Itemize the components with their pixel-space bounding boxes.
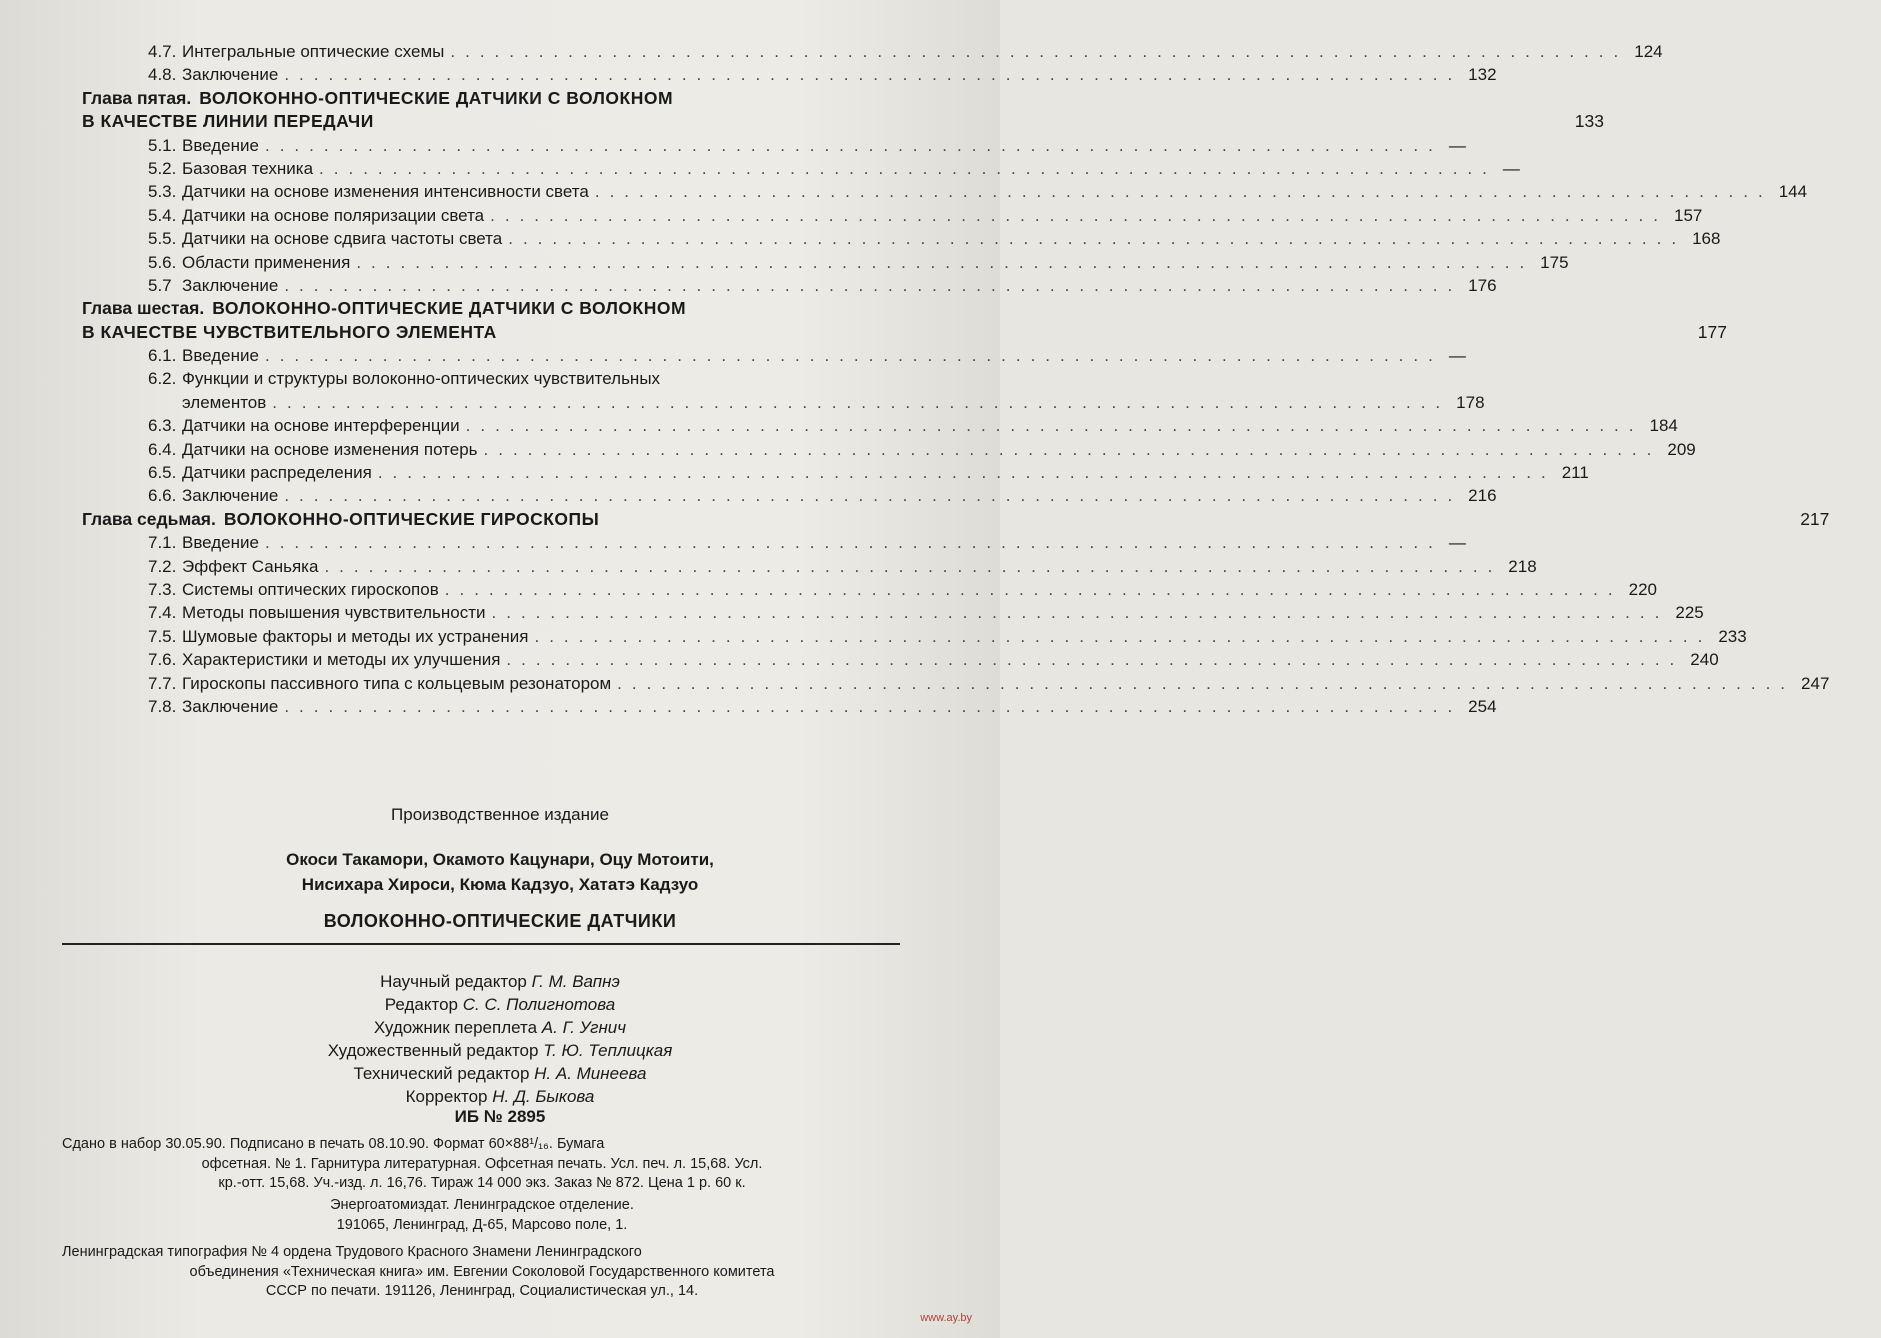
toc-entry-title (148, 484, 278, 507)
chapter-title: ВОЛОКОННО-ОПТИЧЕСКИЕ ДАТЧИКИ С ВОЛОКНОМ (212, 298, 687, 319)
toc-entry-number: 7.6. (148, 650, 177, 670)
toc-entry-title (148, 648, 500, 671)
leader-dots: ................................................................................ (491, 603, 1670, 623)
toc-page-number: 209 (1667, 439, 1696, 459)
toc-entry-number: 7.1. (148, 533, 177, 553)
toc-entry-text: Датчики на основе изменения интенсивности света (182, 182, 589, 202)
toc-entry-title (148, 204, 484, 227)
editor-name: Т. Ю. Теплицкая (543, 1041, 673, 1060)
toc-entry-title (148, 227, 502, 250)
toc-entry-text: Гироскопы пассивного типа с кольцевым резонатором (182, 673, 612, 693)
toc-entry-text: Интегральные оптические схемы (182, 42, 445, 61)
ib-number: ИБ № 2895 (454, 1107, 546, 1126)
toc-entry-text: Шумовые факторы и методы их устранения (182, 626, 529, 646)
authors-line: Окоси Такамори, Окамото Кацунари, Оцу Мотоити, (286, 850, 714, 869)
toc-entry (82, 601, 1704, 624)
toc-entry-text: Введение (182, 135, 259, 155)
editors-list (0, 970, 1000, 1108)
toc-entry (82, 321, 1727, 344)
toc-entry (82, 695, 1497, 718)
toc-page-number: — (1448, 533, 1466, 553)
toc-entry-number: 6.4. (148, 439, 177, 459)
toc-entry-text: Датчики на основе сдвига частоты света (182, 229, 503, 249)
leader-dots: ................................................................................ (508, 229, 1687, 249)
editor-role: Художник переплета (373, 1018, 538, 1037)
typography-line: Ленинградская типография № 4 ордена Трудового Красного Знамени Ленинградского (62, 1244, 642, 1260)
toc-entry-text: Датчики на основе изменения потерь (182, 439, 478, 459)
toc-entry (82, 297, 882, 320)
leader-dots: ................................................................................ (284, 696, 1463, 716)
toc-entry (82, 508, 1830, 531)
editor-line (0, 1085, 1000, 1108)
editor-role: Художественный редактор (327, 1041, 539, 1060)
toc-entry (82, 251, 1569, 274)
toc-entry-title (82, 297, 686, 320)
toc-entry-title (82, 321, 497, 344)
publisher-line: Энергоатомиздат. Ленинградское отделение. (330, 1197, 634, 1213)
toc-entry (82, 648, 1719, 671)
toc-page-number: 124 (1634, 42, 1663, 61)
toc-entry-title (148, 157, 313, 180)
toc-entry-title (148, 695, 278, 718)
toc-entry-text: Характеристики и методы их улучшения (182, 650, 501, 670)
toc-entry-number: 5.6. (148, 252, 177, 272)
leader-dots: ................................................................................ (284, 486, 1463, 506)
toc-entry (82, 367, 882, 390)
toc-entry-text: Базовая техника (182, 158, 314, 178)
toc-entry (82, 87, 882, 110)
toc-entry-title (148, 63, 278, 86)
toc-entry-number: 5.7 (148, 275, 172, 295)
toc-entry (82, 180, 1808, 203)
toc-entry-title (148, 40, 444, 63)
toc-entry (82, 157, 1520, 180)
toc-entry-number: 4.7. (148, 42, 177, 61)
toc-entry-text: Датчики на основе поляризации света (182, 205, 485, 225)
leader-dots: ................................................................................ (444, 579, 1623, 599)
toc-entry-title (148, 251, 350, 274)
toc-entry-title (148, 414, 460, 437)
toc-page-number: 168 (1692, 229, 1721, 249)
toc-entry-text: Датчики распределения (182, 463, 372, 483)
watermark: www.ay.by (920, 1312, 972, 1324)
toc-entry-title (148, 438, 478, 461)
toc-entry-text: Заключение (182, 275, 279, 295)
toc-entry-number: 4.8. (148, 65, 177, 85)
toc-entry-text: Методы повышения чувствительности (182, 603, 486, 623)
toc-entry-text: Введение (182, 346, 259, 366)
toc-entry-title (148, 391, 266, 414)
leader-dots: ................................................................................ (319, 158, 1497, 178)
leader-dots: ................................................................................ (594, 182, 1773, 202)
toc-page-number: 178 (1456, 392, 1485, 412)
toc-page-number: 175 (1540, 252, 1569, 272)
toc-entry-number: 7.2. (148, 556, 177, 576)
authors (0, 847, 1000, 897)
leader-dots: ................................................................................ (534, 626, 1713, 646)
toc-entry-title (148, 531, 259, 554)
leader-dots: ................................................................................ (356, 252, 1535, 272)
leader-dots: ................................................................................ (264, 533, 1443, 553)
imprint-block (0, 805, 1000, 932)
toc-entry (82, 625, 1747, 648)
toc-page-number: 247 (1801, 673, 1830, 693)
chapter-title: В КАЧЕСТВЕ ЛИНИИ ПЕРЕДАЧИ (82, 111, 374, 132)
toc-page-number: 176 (1468, 275, 1497, 295)
toc-entry-number: 6.1. (148, 346, 177, 366)
leader-dots: ................................................................................ (483, 439, 1662, 459)
toc-page-number: 225 (1675, 603, 1704, 623)
toc-entry (82, 134, 1466, 157)
toc-entry-number: 5.2. (148, 158, 177, 178)
editor-name: А. Г. Угнич (541, 1018, 627, 1037)
toc-entry-title (82, 508, 599, 531)
toc-entry-text: Введение (182, 533, 259, 553)
toc-page-number: 132 (1468, 65, 1497, 85)
toc-entry-title (148, 625, 528, 648)
authors-line: Нисихара Хироси, Кюма Кадзуо, Хататэ Кадзуо (301, 875, 699, 894)
toc-entry-number: 7.7. (148, 673, 177, 693)
toc-page-number: 184 (1649, 416, 1678, 436)
typography-info (62, 1243, 902, 1302)
editor-line (0, 970, 1000, 993)
chapter-prefix: Глава седьмая. (82, 508, 216, 529)
toc-page-number: 220 (1628, 579, 1657, 599)
leader-dots: ................................................................................ (272, 392, 1451, 412)
toc-entry-number: 7.8. (148, 696, 177, 716)
typography-line: объединения «Техническая книга» им. Евгении Соколовой Государственного комитета (189, 1263, 775, 1280)
toc-entry (82, 414, 1678, 437)
editor-role: Корректор (405, 1087, 488, 1106)
toc-entry-title (148, 180, 589, 203)
editor-line (0, 993, 1000, 1016)
chapter-prefix: Глава шестая. (82, 298, 205, 319)
toc-entry-number: 6.5. (148, 463, 177, 483)
printing-line: офсетная. № 1. Гарнитура литературная. Офсетная печать. Усл. печ. л. 15,68. Усл. (201, 1155, 763, 1172)
toc-page-number: 133 (1574, 111, 1604, 132)
toc-entry-title (82, 87, 673, 110)
toc-entry-number: 5.3. (148, 182, 177, 202)
toc-entry (82, 555, 1537, 578)
chapter-title: ВОЛОКОННО-ОПТИЧЕСКИЕ ДАТЧИКИ С ВОЛОКНОМ (199, 87, 674, 108)
toc-page-number: 144 (1778, 182, 1808, 202)
editor-name: Г. М. Вапнэ (531, 972, 620, 991)
printing-details (62, 1135, 902, 1194)
toc-entry (82, 578, 1657, 601)
toc-entry (82, 438, 1696, 461)
toc-page-number: 177 (1697, 321, 1727, 342)
editor-line (0, 1062, 1000, 1085)
toc-page-number: 211 (1561, 463, 1589, 483)
toc-entry (82, 391, 1485, 414)
toc-entry-title (148, 578, 439, 601)
leader-dots: ................................................................................ (490, 205, 1668, 225)
printing-line: Сдано в набор 30.05.90. Подписано в печать 08.10.90. Формат 60×88¹/₁₆. Бумага (62, 1136, 605, 1152)
leader-dots: ................................................................................ (450, 42, 1629, 61)
toc-page-number: — (1448, 346, 1466, 366)
toc-page-number: 217 (1800, 508, 1830, 529)
toc-entry (82, 484, 1497, 507)
toc-entry-number: 7.4. (148, 603, 177, 623)
toc-entry-title (148, 555, 318, 578)
toc-page-number: — (1502, 158, 1520, 178)
toc-entry (82, 227, 1721, 250)
toc-entry-number: 6.2. (148, 369, 177, 389)
toc-entry (82, 204, 1703, 227)
toc-page-number: 218 (1508, 556, 1537, 576)
toc-page-number: 240 (1690, 650, 1719, 670)
leader-dots: ................................................................................ (324, 556, 1503, 576)
chapter-title: В КАЧЕСТВЕ ЧУВСТВИТЕЛЬНОГО ЭЛЕМЕНТА (82, 321, 497, 342)
toc-entry-title (148, 344, 259, 367)
toc-entry-number: 5.4. (148, 205, 177, 225)
leader-dots: ................................................................................ (465, 416, 1644, 436)
printing-line: кр.-отт. 15,68. Уч.-изд. л. 16,76. Тираж 14 000 экз. Заказ № 872. Цена 1 р. 60 к. (218, 1175, 746, 1191)
toc-page-number: 233 (1718, 626, 1747, 646)
leader-dots: ................................................................................ (264, 135, 1443, 155)
toc-entry-number: 7.5. (148, 626, 177, 646)
editor-line (0, 1016, 1000, 1039)
toc-entry (82, 672, 1830, 695)
toc-entry-text: Заключение (182, 486, 279, 506)
leader-dots: ................................................................................ (284, 65, 1463, 85)
editor-role: Редактор (384, 995, 458, 1014)
toc-entry-text: Заключение (182, 696, 279, 716)
typography-line: СССР по печати. 191126, Ленинград, Социалистическая ул., 14. (265, 1283, 699, 1299)
divider (62, 943, 900, 945)
toc-entry (82, 40, 1663, 63)
leader-dots: ................................................................................ (377, 463, 1556, 483)
toc-entry-text: Функции и структуры волоконно-оптических чувствительных (182, 369, 661, 389)
toc-entry (82, 461, 1589, 484)
toc-page-number: 216 (1468, 486, 1497, 506)
leader-dots: ................................................................................ (284, 275, 1463, 295)
toc-entry-title (148, 672, 611, 695)
book-title: ВОЛОКОННО-ОПТИЧЕСКИЕ ДАТЧИКИ (323, 911, 677, 931)
editor-name: Н. Д. Быкова (492, 1087, 595, 1106)
editor-line (0, 1039, 1000, 1062)
editor-name: С. С. Полигнотова (462, 995, 616, 1014)
toc-entry (82, 110, 1604, 133)
publisher-info (62, 1196, 902, 1235)
publisher-line: 191065, Ленинград, Д-65, Марсово поле, 1. (336, 1216, 628, 1233)
toc-entry-number: 7.3. (148, 579, 177, 599)
toc-entry-number: 6.6. (148, 486, 177, 506)
toc-entry-title (148, 601, 486, 624)
leader-dots: ................................................................................ (506, 650, 1685, 670)
toc-entry-text: Области применения (182, 252, 351, 272)
table-of-contents (82, 40, 1830, 718)
toc-entry-number: 6.3. (148, 416, 177, 436)
toc-entry-title (148, 274, 278, 297)
leader-dots: ................................................................................ (617, 673, 1796, 693)
toc-entry (82, 344, 1466, 367)
toc-entry-title (148, 461, 372, 484)
editor-role: Технический редактор (353, 1064, 530, 1083)
toc-entry (82, 274, 1497, 297)
toc-entry (82, 63, 1497, 86)
toc-entry-number: 5.1. (148, 135, 177, 155)
chapter-prefix: Глава пятая. (82, 87, 192, 108)
leader-dots: ................................................................................ (264, 346, 1443, 366)
toc-entry-text: Датчики на основе интерференции (182, 416, 460, 436)
toc-entry-title (148, 367, 660, 390)
editor-role: Научный редактор (380, 972, 527, 991)
toc-page-number: 157 (1673, 205, 1703, 225)
toc-entry-number: 5.5. (148, 229, 177, 249)
toc-page-number: 254 (1468, 696, 1497, 716)
toc-entry-text: Эффект Саньяка (182, 556, 319, 576)
edition-type: Производственное издание (391, 805, 609, 824)
toc-entry-text: Заключение (182, 65, 279, 85)
toc-entry-title (82, 110, 374, 133)
toc-page-number: — (1448, 135, 1466, 155)
toc-entry-title (148, 134, 259, 157)
toc-entry-text: элементов (182, 392, 267, 412)
toc-entry (82, 531, 1466, 554)
toc-entry-text: Системы оптических гироскопов (182, 579, 439, 599)
editor-name: Н. А. Минеева (534, 1064, 647, 1083)
chapter-title: ВОЛОКОННО-ОПТИЧЕСКИЕ ГИРОСКОПЫ (223, 508, 600, 529)
